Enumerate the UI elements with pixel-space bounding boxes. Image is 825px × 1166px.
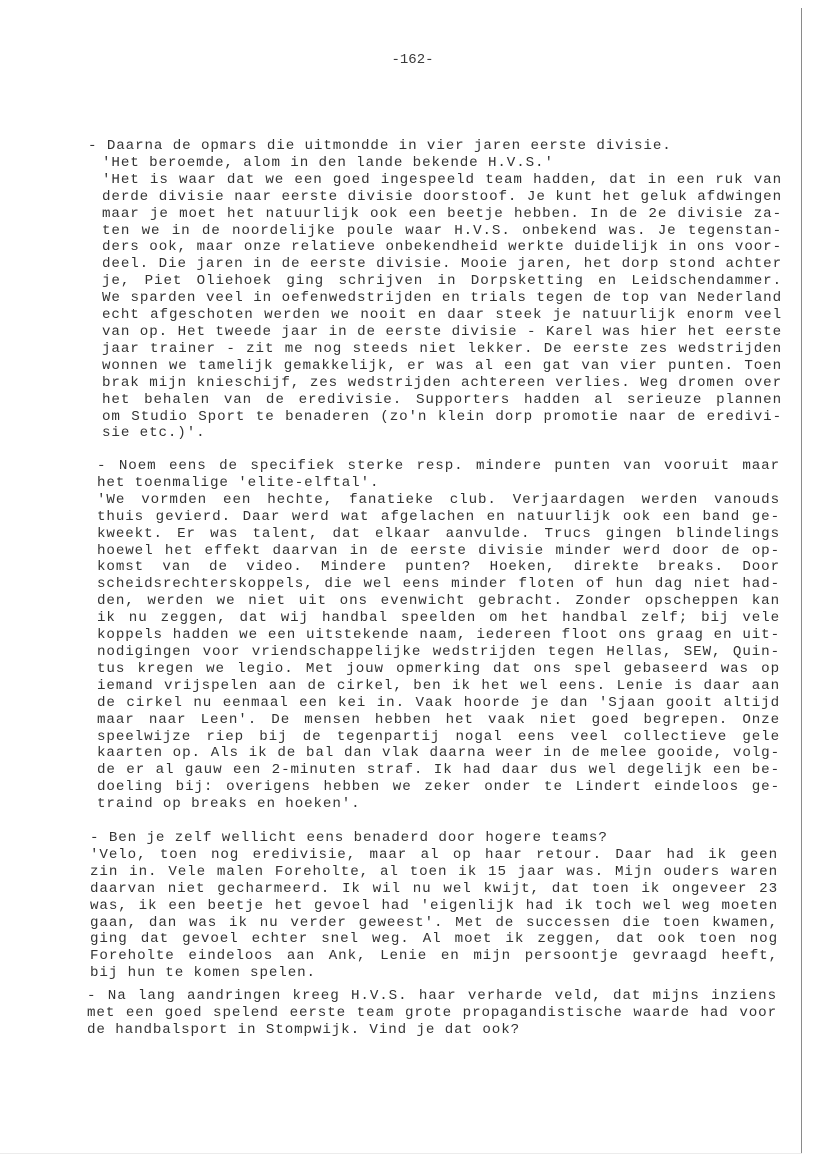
- text-line: doeling bij: overigens hebben we zeker onder te Lindert eindeloos ge-: [97, 779, 780, 796]
- text-line: nodigingen voor vriendschappelijke wedstrijden tegen Hellas, SEW, Quin-: [97, 643, 780, 660]
- page-number: -162-: [391, 52, 434, 68]
- text-line: echt afgeschoten werden we nooit en daar steek je natuurlijk enorm veel: [102, 307, 782, 324]
- interview-section-1: [88, 138, 782, 442]
- text-line: ik nu zeggen, dat wij handbal speelden om het handbal zelf; bij vele: [97, 610, 780, 627]
- text-line: zin in. Vele malen Foreholte, al toen ik 15 jaar was. Mijn ouders waren: [90, 863, 778, 880]
- text-line: brak mijn knieschijf, zes wedstrijden achtereen verlies. Weg dromen over: [102, 374, 782, 391]
- text-line: ten we in de noordelijke poule waar H.V.S. onbekend was. Je tegenstan-: [102, 222, 782, 239]
- text-line: 'Het beroemde, alom in den lande bekende H.V.S.': [102, 154, 554, 171]
- text-line: - Na lang aandringen kreeg H.V.S. haar verharde veld, dat mijns inziens: [87, 988, 777, 1004]
- text-line: ging dat gevoel echter snel weg. Al moet ik zeggen, dat ook toen nog: [90, 931, 778, 948]
- text-line: Foreholte eindeloos aan Ank, Lenie en mijn persoontje gevraagd heeft,: [90, 948, 778, 965]
- text-line: wonnen we tamelijk gemakkelijk, er was al een gat van vier punten. Toen: [102, 357, 782, 374]
- text-line: 'We vormden een hechte, fanatieke club. Verjaardagen werden vanouds: [97, 491, 780, 508]
- text-line: sie etc.)'.: [102, 425, 206, 442]
- text-line: tus kregen we legio. Met jouw opmerking dat ons spel gebaseerd was op: [97, 660, 780, 677]
- text-line: ders ook, maar onze relatieve onbekendheid werkte duidelijk in ons voor-: [102, 239, 782, 256]
- text-line: - Ben je zelf wellicht eens benaderd door hogere teams?: [90, 830, 608, 846]
- text-line: jaar trainer - zit me nog steeds niet lekker. De eerste zes wedstrijden: [102, 340, 782, 357]
- text-line: de cirkel nu eenmaal een kei in. Vaak hoorde je dan 'Sjaan gooit altijd: [97, 694, 780, 711]
- text-line: traind op breaks en hoeken'.: [97, 796, 361, 813]
- text-line: - Daarna de opmars die uitmondde in vier jaren eerste divisie.: [88, 138, 672, 154]
- text-line: komst van de video. Mindere punten? Hoeken, direkte breaks. Door: [97, 559, 780, 576]
- text-line: om Studio Sport te benaderen (zo'n klein dorp promotie naar de eredivi-: [102, 408, 782, 425]
- text-line: den, werden we niet uit ons evenwicht gebracht. Zonder opscheppen kan: [97, 593, 780, 610]
- text-line: het behalen van de eredivisie. Supporters hadden al serieuze plannen: [102, 391, 782, 408]
- text-line: derde divisie naar eerste divisie doorstoof. Je kunt het geluk afdwingen: [102, 188, 782, 205]
- text-line: met een goed spelend eerste team grote propagandistische waarde had voor: [87, 1004, 777, 1021]
- interview-section-4: [87, 988, 777, 1039]
- text-line: gaan, dan was ik nu verder geweest'. Met de successen die toen kwamen,: [90, 914, 778, 931]
- text-line: de er al gauw een 2-minuten straf. Ik had daar dus wel degelijk een be-: [97, 762, 780, 779]
- text-line: kweekt. Er was talent, dat elkaar aanvulde. Trucs gingen blindelings: [97, 525, 780, 542]
- text-line: daarvan niet gecharmeerd. Ik wil nu wel kwijt, dat toen ik ongeveer 23: [90, 880, 778, 897]
- text-line: koppels hadden we een uitstekende naam, iedereen floot ons graag en uit-: [97, 627, 780, 644]
- text-line: speelwijze riep bij de tegenpartij nogal eens veel collectieve gele: [97, 728, 780, 745]
- text-line: het toenmalige 'elite-elftal'.: [97, 474, 380, 491]
- page-edge-bottom: [0, 1153, 802, 1154]
- interview-section-2: [97, 458, 780, 813]
- text-line: maar je moet het natuurlijk ook een beetje hebben. In de 2e divisie za-: [102, 205, 782, 222]
- text-line: maar naar Leen'. De mensen hebben het vaak niet goed begrepen. Onze: [97, 711, 780, 728]
- text-line: je, Piet Oliehoek ging schrijven in Dorpsketting en Leidschendammer.: [102, 273, 782, 290]
- text-line: We sparden veel in oefenwedstrijden en trials tegen de top van Nederland: [102, 290, 782, 307]
- text-line: kaarten op. Als ik de bal dan vlak daarna weer in de melee gooide, volg-: [97, 745, 780, 762]
- text-line: iemand vrijspelen aan de cirkel, ben ik het wel eens. Lenie is daar aan: [97, 677, 780, 694]
- text-line: de handbalsport in Stompwijk. Vind je dat ook?: [87, 1021, 521, 1038]
- text-line: scheidsrechterskoppels, die wel eens minder floten of hun dag niet had-: [97, 576, 780, 593]
- text-line: 'Velo, toen nog eredivisie, maar al op haar retour. Daar had ik geen: [90, 846, 778, 863]
- text-line: van op. Het tweede jaar in de eerste divisie - Karel was hier het eerste: [102, 323, 782, 340]
- text-line: 'Het is waar dat we een goed ingespeeld team hadden, dat in een ruk van: [102, 171, 782, 188]
- text-line: was, ik een beetje het gevoel had 'eigenlijk had ik toch wel weg moeten: [90, 897, 778, 914]
- text-line: hoewel het effekt daarvan in de eerste divisie minder werd door de op-: [97, 542, 780, 559]
- text-line: thuis gevierd. Daar werd wat afgelachen en natuurlijk ook een band ge-: [97, 508, 780, 525]
- page-edge-right: [801, 8, 802, 1154]
- text-line: bij hun te komen spelen.: [90, 965, 316, 982]
- interview-section-3: [90, 830, 778, 982]
- text-line: deel. Die jaren in de eerste divisie. Mooie jaren, het dorp stond achter: [102, 256, 782, 273]
- text-line: - Noem eens de specifiek sterke resp. mindere punten van vooruit maar: [97, 458, 780, 474]
